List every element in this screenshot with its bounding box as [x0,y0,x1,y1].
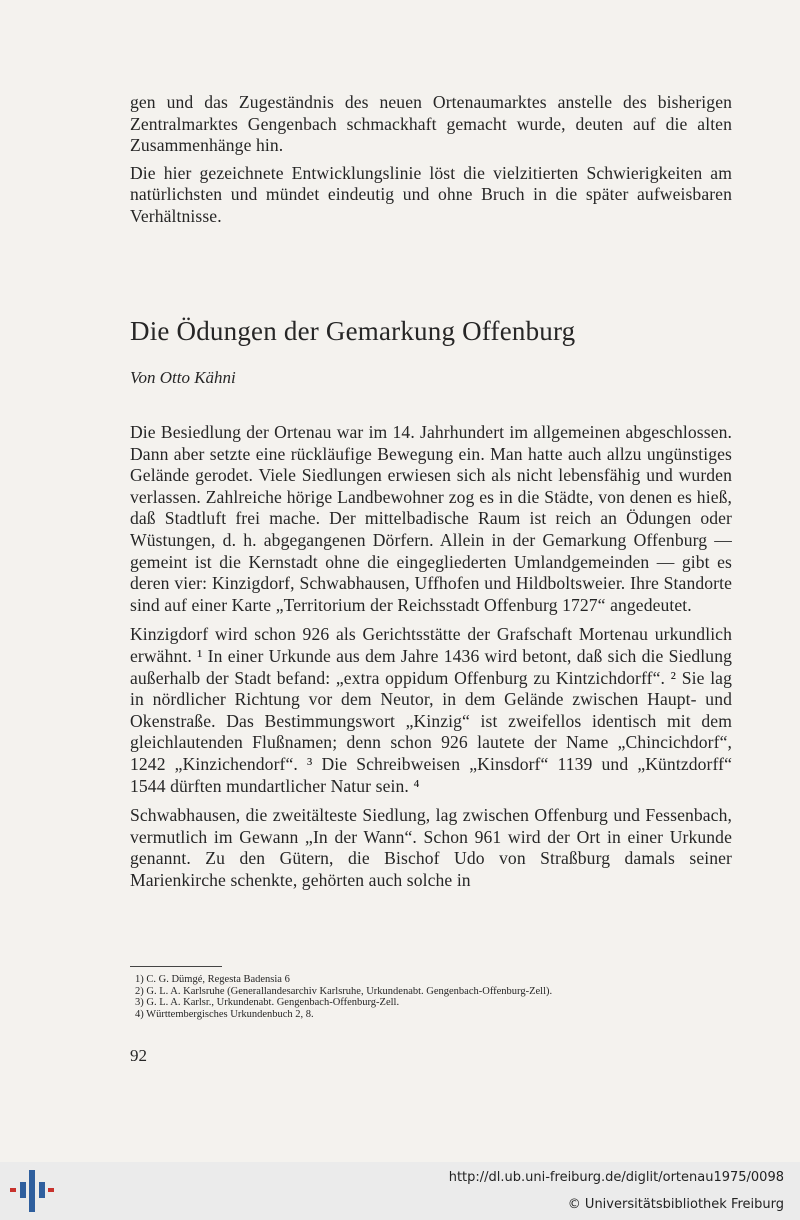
footnote-1: 1) C. G. Dümgé, Regesta Badensia 6 [135,974,290,985]
intro-paragraph-2: Die hier gezeichnete Entwicklungslinie löst die vielzitierten Schwierigkeiten am natürlichsten und mündet eindeutig und ohne Bruch in die später aufweisbaren Verhältnisse. [130,162,732,226]
footnote-divider [130,966,222,967]
article-author: Von Otto Kähni [130,368,236,387]
viewer-footer [0,1162,800,1220]
article-body [130,422,732,899]
body-paragraph-3: Schwabhausen, die zweitälteste Siedlung, lag zwischen Offenburg und Fessenbach, vermutlich im Gewann „In der Wann“. Schon 961 wird der Ort in einer Urkunde genannt. Zu den Gütern, die Bischof Udo von Straßburg damals seiner Marienkirche schenkte, gehörten auch solche in [130,805,732,890]
footnotes [135,974,735,1020]
body-paragraph-2: Kinzigdorf wird schon 926 als Gerichtsstätte der Grafschaft Mortenau urkundlich erwähnt. ¹ In einer Urkunde aus dem Jahre 1436 wird betont, daß sich die Siedlung außerhalb der Stadt befand: „extra oppidum Offenburg zu Kintzichdorff“. ² Sie lag in nördlicher Richtung vor dem Neutor, in dem Gelände zwischen Haupt- und Okenstraße. Das Bestimmungswort „Kinzig“ ist zweifellos identisch mit dem gleichlautenden Flußnamen; denn schon 926 lautete der Name „Chincichdorf“, 1242 „Kinzichendorf“. ³ Die Schreibweisen „Kinsdorf“ 1139 und „Küntzdorff“ 1544 dürften mundartlicher Natur sein. ⁴ [130,624,732,796]
page-number: 92 [130,1046,147,1065]
article-title: Die Ödungen der Gemarkung Offenburg [130,316,576,346]
intro-paragraph-1: gen und das Zugeständnis des neuen Ortenaumarktes anstelle des bisherigen Zentralmarktes Gengenbach schmackhaft gemacht wurde, deuten auf die alten Zusammenhänge hin. [130,92,732,156]
footnote-3: 3) G. L. A. Karlsr., Urkundenabt. Gengenbach-Offenburg-Zell. [135,997,400,1008]
library-logo-icon[interactable] [10,1170,50,1212]
body-paragraph-1: Die Besiedlung der Ortenau war im 14. Jahrhundert im allgemeinen abgeschlossen. Dann aber setzte eine rückläufige Bewegung ein. Man hatte auch allzu ungünstiges Gelände gerodet. Viele Siedlungen erwiesen sich als nicht lebensfähig und wurden verlassen. Zahlreiche hörige Landbewohner zog es in die Städte, von denen es hieß, daß Stadtluft frei mache. Der mittelbadische Raum ist reich an Ödungen oder Wüstungen, d. h. abgegangenen Dörfern. Allein in der Gemarkung Offenburg — gemeint ist die Kernstadt ohne die eingegliederten Umlandgemeinden — gibt es deren vier: Kinzigdorf, Schwabhausen, Uffhofen und Hildboltsweier. Ihre Standorte sind auf einer Karte „Territorium der Reichsstadt Offenburg 1727“ angedeutet. [130,422,732,615]
permalink-url[interactable]: http://dl.ub.uni-freiburg.de/diglit/ortenau1975/0098 [448,1170,784,1185]
footnote-2: 2) G. L. A. Karlsruhe (Generallandesarchiv Karlsruhe, Urkundenabt. Gengenbach-Offenburg-Zell). [135,985,553,997]
copyright-notice: © Universitätsbibliothek Freiburg [567,1197,784,1212]
intro-section [130,92,732,234]
footnote-4: 4) Württembergisches Urkundenbuch 2, 8. [135,1008,314,1020]
